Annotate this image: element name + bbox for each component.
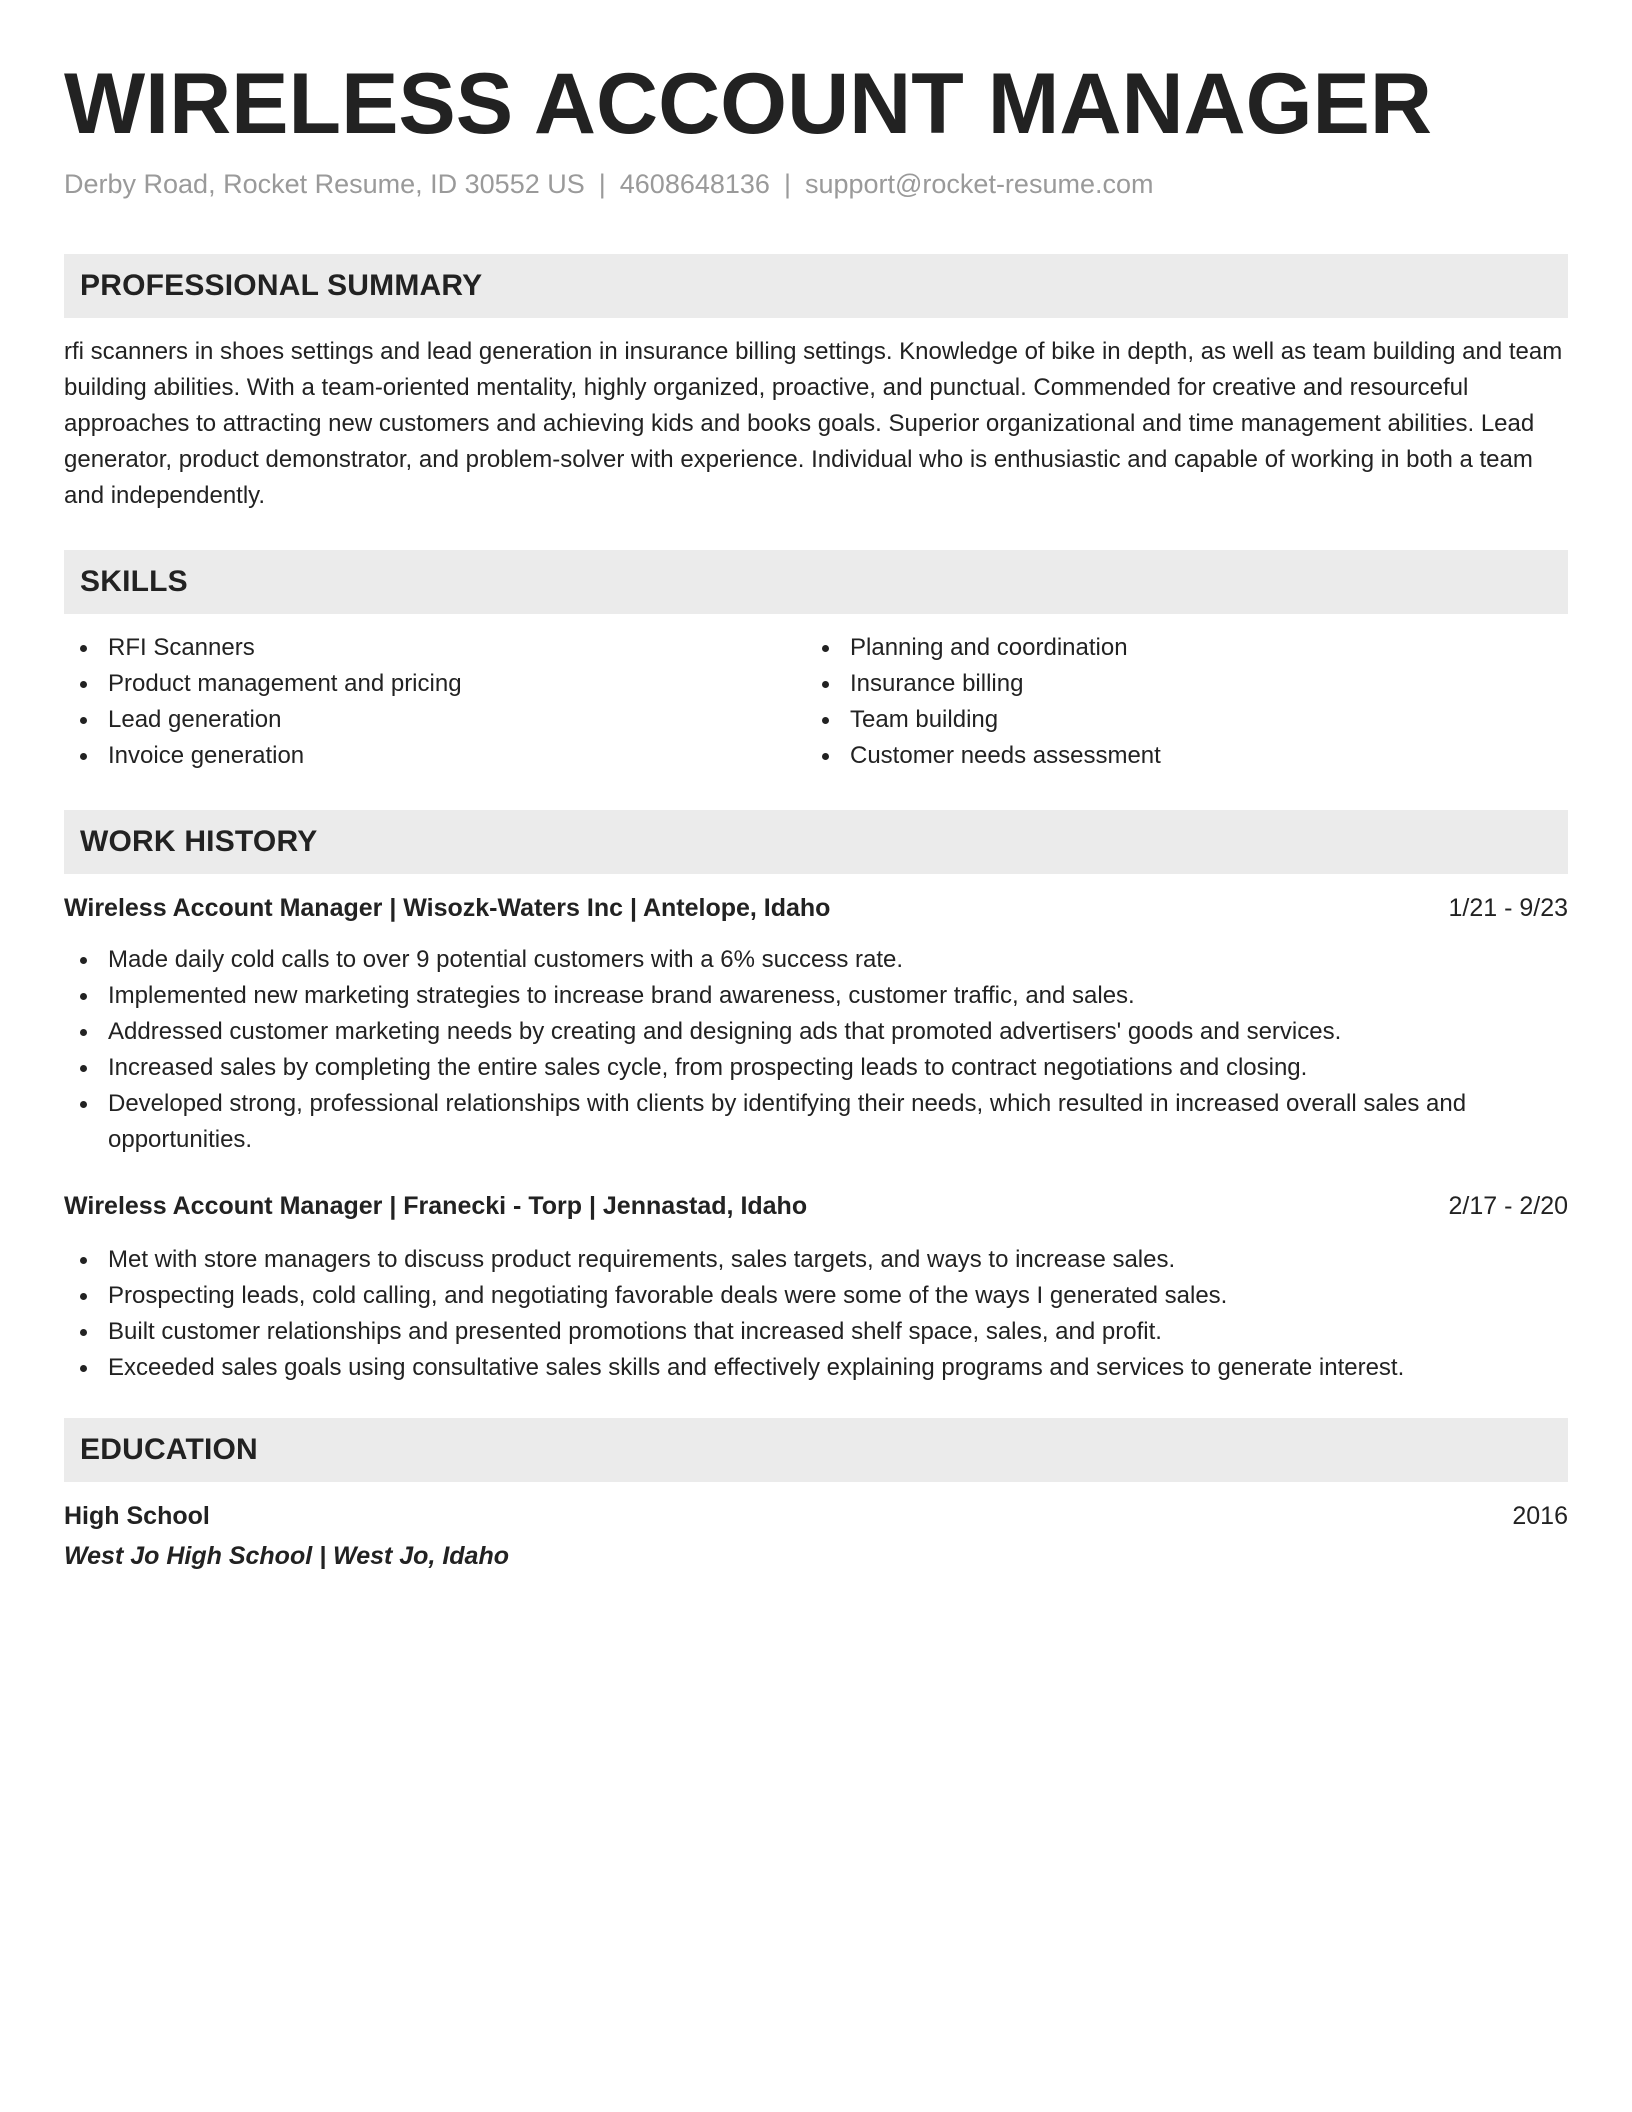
bullet-icon bbox=[80, 957, 87, 964]
bullet-icon bbox=[80, 1365, 87, 1372]
job-bullet bbox=[64, 1242, 1568, 1278]
job-bullet bbox=[64, 1050, 1568, 1086]
job-bullet-text: Built customer relationships and presented promotions that increased shelf space, sales, and profit. bbox=[108, 1318, 1162, 1345]
bullet-icon bbox=[80, 1065, 87, 1072]
contact-phone: 4608648136 bbox=[619, 169, 770, 199]
bullet-icon bbox=[80, 1329, 87, 1336]
skill-item bbox=[806, 630, 1548, 666]
skills-section-heading: SKILLS bbox=[64, 550, 1568, 614]
job-bullet-text: Met with store managers to discuss product requirements, sales targets, and ways to increase sales. bbox=[108, 1246, 1176, 1273]
skill-label: Product management and pricing bbox=[108, 670, 462, 697]
job-bullet bbox=[64, 1086, 1568, 1158]
job-dates: 1/21 - 9/23 bbox=[1448, 894, 1568, 922]
skill-label: Insurance billing bbox=[850, 670, 1024, 697]
skill-item bbox=[64, 738, 806, 774]
job-bullet-text: Prospecting leads, cold calling, and negotiating favorable deals were some of the ways I generated sales. bbox=[108, 1282, 1228, 1309]
skill-label: Team building bbox=[850, 706, 999, 733]
job-bullets bbox=[64, 1242, 1568, 1386]
job-title: Wireless Account Manager | Wisozk-Waters Inc | Antelope, Idaho bbox=[64, 894, 831, 922]
education-header bbox=[64, 1498, 1568, 1534]
skill-item bbox=[64, 630, 806, 666]
bullet-icon bbox=[80, 993, 87, 1000]
skill-item bbox=[806, 702, 1548, 738]
job-title: Wireless Account Manager | Franecki - Torp | Jennastad, Idaho bbox=[64, 1192, 808, 1220]
job-bullet bbox=[64, 1350, 1568, 1386]
skills-grid bbox=[64, 630, 1568, 774]
job-bullet bbox=[64, 1014, 1568, 1050]
bullet-icon bbox=[80, 753, 87, 760]
job-bullet bbox=[64, 978, 1568, 1014]
job-bullet-text: Addressed customer marketing needs by creating and designing ads that promoted advertisers' goods and services. bbox=[108, 1018, 1342, 1045]
contact-email: support@rocket-resume.com bbox=[804, 169, 1154, 199]
bullet-icon bbox=[822, 717, 829, 724]
contact-separator: | bbox=[783, 169, 791, 199]
resume-page bbox=[64, 0, 1568, 1574]
job-header bbox=[64, 1188, 1568, 1224]
work-section-heading: WORK HISTORY bbox=[64, 810, 1568, 874]
job-header bbox=[64, 890, 1568, 926]
bullet-icon bbox=[80, 1293, 87, 1300]
skill-label: Lead generation bbox=[108, 706, 282, 733]
bullet-icon bbox=[822, 645, 829, 652]
education-degree: High School bbox=[64, 1502, 210, 1530]
skills-column-right bbox=[806, 630, 1548, 774]
summary-section-heading: PROFESSIONAL SUMMARY bbox=[64, 254, 1568, 318]
job-bullet-text: Made daily cold calls to over 9 potential customers with a 6% success rate. bbox=[108, 946, 904, 973]
skills-column-left bbox=[64, 630, 806, 774]
bullet-icon bbox=[822, 681, 829, 688]
skill-item bbox=[806, 738, 1548, 774]
education-year: 2016 bbox=[1512, 1502, 1568, 1530]
summary-text: rfi scanners in shoes settings and lead generation in insurance billing settings. Knowledge of bike in depth, as well as team building and team building abilities. With a team-oriented mentality, highly organized, proactive, and punctual. Commended for creative and resourceful approaches to attracting new customers and achieving kids and books goals. Superior organizational and time management abilities. Lead generator, product demonstrator, and problem-solver with experience. Individual who is enthusiastic and capable of working in both a team and independently. bbox=[64, 338, 1563, 509]
skill-label: Planning and coordination bbox=[850, 634, 1128, 661]
bullet-icon bbox=[80, 1257, 87, 1264]
bullet-icon bbox=[80, 645, 87, 652]
job-bullet-text: Developed strong, professional relationships with clients by identifying their needs, which resulted in increased overall sales and opportunities. bbox=[108, 1090, 1467, 1153]
skill-label: RFI Scanners bbox=[108, 634, 255, 661]
bullet-icon bbox=[80, 681, 87, 688]
education-school: West Jo High School | West Jo, Idaho bbox=[64, 1542, 510, 1570]
job-bullet bbox=[64, 1278, 1568, 1314]
education-section-heading: EDUCATION bbox=[64, 1418, 1568, 1482]
job-bullet-text: Implemented new marketing strategies to increase brand awareness, customer traffic, and sales. bbox=[108, 982, 1135, 1009]
job-bullets bbox=[64, 942, 1568, 1158]
job-bullet-text: Exceeded sales goals using consultative sales skills and effectively explaining programs and services to generate interest. bbox=[108, 1354, 1405, 1381]
skill-item bbox=[806, 666, 1548, 702]
skill-item bbox=[64, 702, 806, 738]
bullet-icon bbox=[80, 1029, 87, 1036]
job-dates: 2/17 - 2/20 bbox=[1448, 1192, 1568, 1220]
contact-address: Derby Road, Rocket Resume, ID 30552 US bbox=[64, 169, 585, 199]
skill-label: Invoice generation bbox=[108, 742, 305, 769]
contact-separator: | bbox=[598, 169, 606, 199]
bullet-icon bbox=[80, 717, 87, 724]
bullet-icon bbox=[822, 753, 829, 760]
job-bullet-text: Increased sales by completing the entire sales cycle, from prospecting leads to contract negotiations and closing. bbox=[108, 1054, 1308, 1081]
job-bullet bbox=[64, 942, 1568, 978]
bullet-icon bbox=[80, 1101, 87, 1108]
candidate-name: WIRELESS ACCOUNT MANAGER bbox=[64, 56, 1433, 152]
skill-label: Customer needs assessment bbox=[850, 742, 1161, 769]
job-bullet bbox=[64, 1314, 1568, 1350]
skill-item bbox=[64, 666, 806, 702]
contact-line bbox=[64, 166, 1568, 202]
